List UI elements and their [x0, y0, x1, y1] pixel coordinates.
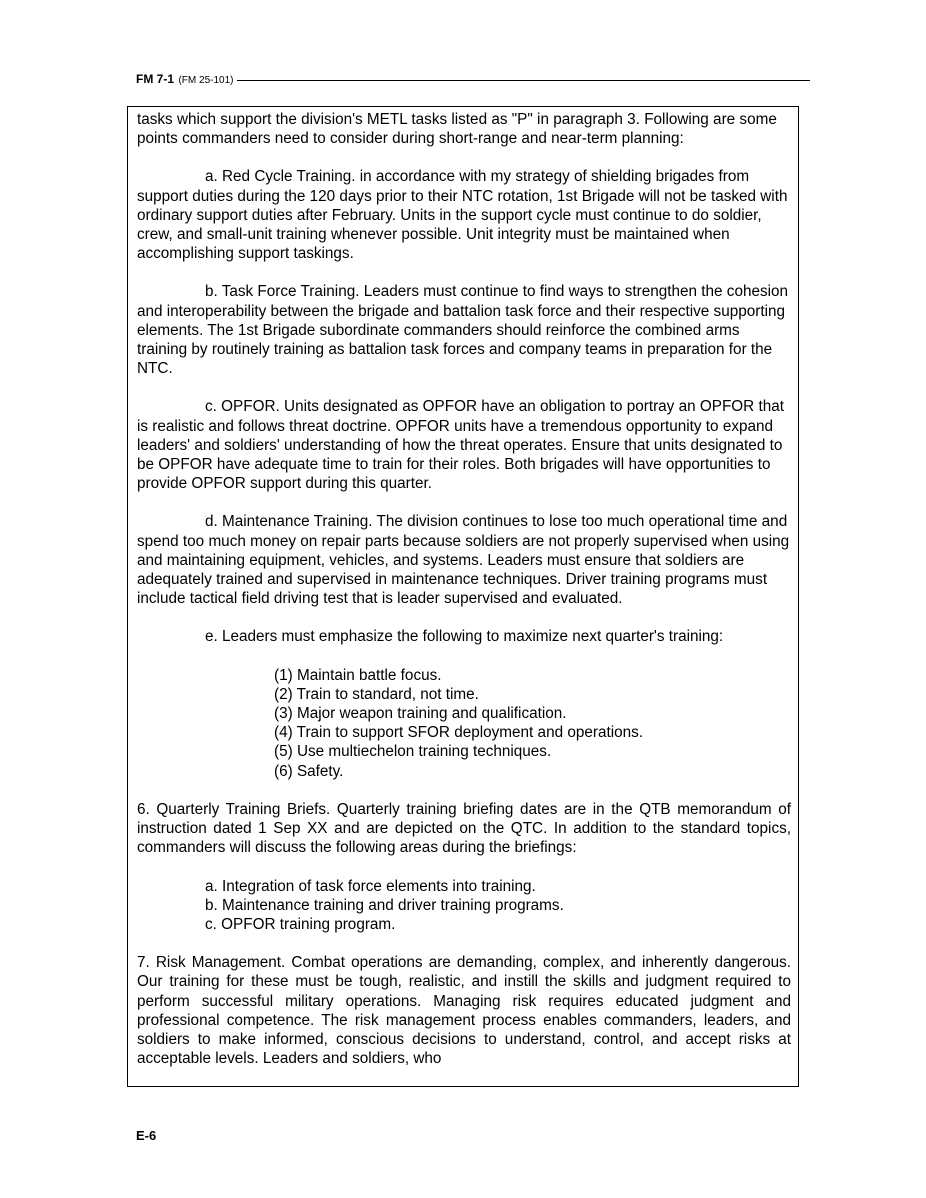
header-text	[136, 72, 237, 88]
page-number: E-6	[136, 1128, 157, 1143]
list-item: (6) Safety.	[274, 762, 344, 780]
list-item: (1) Maintain battle focus.	[274, 666, 442, 684]
document-body	[137, 110, 791, 1068]
item-a-red-cycle: a. Red Cycle Training. in accordance with my strategy of shielding brigades from support duties during the 120 days prior to their NTC rotation, 1st Brigade will not be tasked with ordinary support duties after February. Units in the support cycle must continue to do soldier, crew, and small-unit training whenever possible. Unit integrity must be maintained when accomplishing support taskings.	[137, 168, 788, 263]
item-e-emphasis: e. Leaders must emphasize the following to maximize next quarter's training:	[205, 628, 724, 646]
item-c-opfor: c. OPFOR. Units designated as OPFOR have an obligation to portray an OPFOR that is realistic and follows threat doctrine. OPFOR units have a tremendous opportunity to expand leaders' and soldiers' understanding of how the threat operates. Ensure that units designated to be OPFOR have adequate time to train for their roles. Both brigades will have opportunities to provide OPFOR support during this quarter.	[137, 398, 784, 493]
paragraph-7-risk-management: 7. Risk Management. Combat operations are demanding, complex, and inherently dangerous. Our training for these must be tough, realistic, and instill the skills and judgment required to perform successful military operations. Managing risk requires educated judgment and professional competence. The risk management process enables commanders, leaders, and soldiers to make informed, conscious decisions to understand, control, and accept risks at acceptable levels. Leaders and soldiers, who	[137, 954, 791, 1068]
briefing-topics-list	[137, 877, 791, 935]
header-title: FM 7-1	[136, 72, 175, 86]
header-subtitle: (FM 25-101)	[178, 75, 234, 86]
item-b-task-force: b. Task Force Training. Leaders must continue to find ways to strengthen the cohesion and interoperability between the brigade and battalion task force and their respective supporting elements. The 1st Brigade subordinate commanders should reinforce the combined arms training by routinely training as battalion task forces and company teams in preparation for the NTC.	[137, 283, 789, 378]
item-d-maintenance: d. Maintenance Training. The division continues to lose too much operational time and spend too much money on repair parts because soldiers are not properly supervised when using and maintaining equipment, vehicles, and systems. Leaders must ensure that soldiers are adequately trained and supervised in maintenance techniques. Driver training programs must include tactical field driving test that is leader supervised and evaluated.	[137, 513, 790, 608]
intro-paragraph: tasks which support the division's METL tasks listed as "P" in paragraph 3. Following are some points commanders need to consider during short-range and near-term planning:	[137, 111, 777, 148]
running-header	[136, 70, 810, 88]
emphasis-list	[137, 666, 791, 781]
list-item: a. Integration of task force elements into training.	[205, 877, 536, 895]
list-item: b. Maintenance training and driver training programs.	[205, 896, 564, 914]
list-item: (5) Use multiechelon training techniques.	[274, 743, 552, 761]
content-frame	[127, 106, 799, 1087]
list-item: (4) Train to support SFOR deployment and operations.	[274, 724, 644, 742]
list-item: c. OPFOR training program.	[205, 915, 396, 933]
list-item: (2) Train to standard, not time.	[274, 685, 479, 703]
list-item: (3) Major weapon training and qualification.	[274, 705, 567, 723]
paragraph-6-quarterly-briefs: 6. Quarterly Training Briefs. Quarterly training briefing dates are in the QTB memorandum of instruction dated 1 Sep XX and are depicted on the QTC. In addition to the standard topics, commanders will discuss the following areas during the briefings:	[137, 800, 791, 857]
